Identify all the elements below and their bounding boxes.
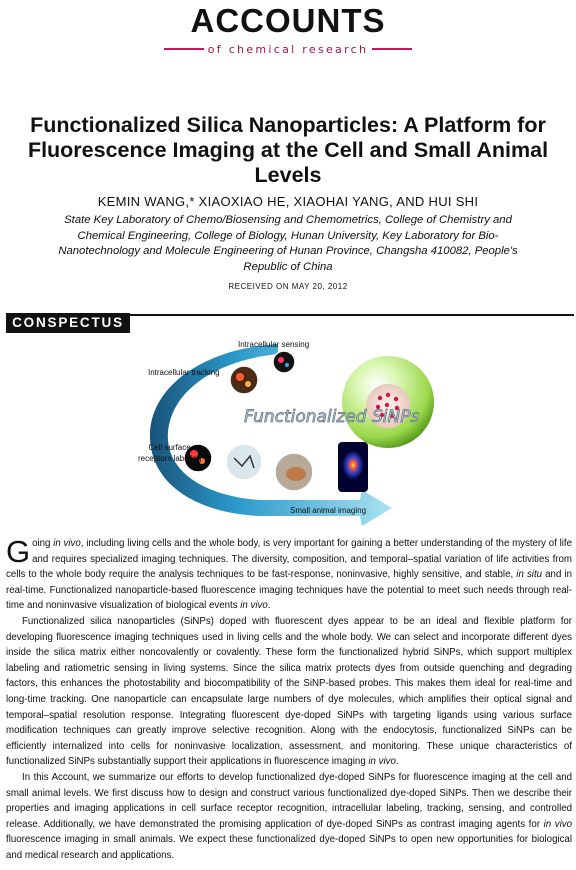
cell-labeling-thumb-2 <box>226 444 262 480</box>
article-title: Functionalized Silica Nanoparticles: A Platform for Fluorescence Imaging at the Cell and Small Animal Levels <box>27 113 549 187</box>
paragraph-1: Going in vivo, including living cells and the whole body, is very important for gaining a better understanding of the mystery of life and requires specialized imaging techniques. The diversity, composition, and temporal–spatial variation of life activities from cells to the whole body require the analysis techniques to be fast-response, noninvasive, highly sensitive, and stable, in situ and in real-time. Functionalized nanoparticle-based fluorescence imaging techniques have the potential to meet such needs through real-time and noninvasive visualization of biological events in vivo. <box>6 534 572 612</box>
journal-subtitle-row <box>150 40 426 56</box>
label-small-animal-imaging: Small animal imaging <box>290 506 367 515</box>
label-cell-surface-line1: Cell surface <box>148 443 191 452</box>
received-date: RECEIVED ON MAY 20, 2012 <box>228 282 348 291</box>
intracellular-tracking-thumb <box>230 366 258 394</box>
conspectus-body <box>6 536 572 863</box>
label-intracellular-tracking: Intracellular tracking <box>148 368 220 377</box>
journal-logo <box>150 4 426 56</box>
label-intracellular-sensing: Intracellular sensing <box>238 340 310 349</box>
journal-subtitle: of chemical research <box>204 43 373 56</box>
section-label: CONSPECTUS <box>6 313 130 333</box>
label-cell-surface-line2: receptors labeling <box>138 454 202 463</box>
drop-cap: G <box>6 534 31 569</box>
article-affiliation: State Key Laboratory of Chemo/Biosensing and Chemometrics, College of Chemistry and Chemical Engineering, College of Biology, Hunan University, Key Laboratory for Bio-Nanotechnology and Molecule Engineering of Hunan Province, Changsha 410082, People's Republic of China <box>58 214 518 273</box>
journal-name: ACCOUNTS <box>190 2 386 39</box>
figure-center-text: Functionalized SiNPs <box>244 407 420 427</box>
article-authors: KEMIN WANG,* XIAOXIAO HE, XIAOHAI YANG, AND HUI SHI <box>97 194 479 209</box>
paragraph-2: Functionalized silica nanoparticles (SiNPs) doped with fluorescent dyes appear to be an ideal and flexible platform for developing fluorescence imaging techniques used in living cells and the whole body. We can select and incorporate different dyes inside the silica matrix either noncovalently or covalently. These form the functionalized hybrid SiNPs, which support multiplex labeling and ratiometric sensing in living systems. Since the silica matrix protects dyes from outside quenching and degrading factors, this enhances the photostability and biocompatibility of the SiNP-based probes. This makes them ideal for real-time and long-time tracking. One nanoparticle can encapsulate large numbers of dye molecules, which amplifies their optical signal and temporal–spatial resolution response. Integrating fluorescent dye-doped SiNPs with targeting ligands using various surface modification techniques can greatly improve selective recognition. Along with the endocytosis, functionalized SiNPs can be efficiently internalized into cells for noninvasive localization, assessment, and monitoring. These unique characteristics of functionalized SiNPs substantially support their applications in fluorescence imaging in vivo. <box>6 615 572 768</box>
intracellular-sensing-thumb <box>273 351 295 373</box>
paragraph-3: In this Account, we summarize our efforts to develop functionalized dye-doped SiNPs for fluorescence imaging at the cell and small animal levels. We first discuss how to design and construct various functionalized dye-doped SiNPs. Then we describe their properties and imaging applications in cell surface receptor recognition, intracellular labeling, tracking, sensing, and controlled release. Additionally, we have demonstrated the promising application of dye-doped SiNPs as contrast imaging agents for in vivo fluorescence imaging in small animals. We expect these functionalized dye-doped SiNPs to open new opportunities for biological and medical research and applications. <box>6 771 572 861</box>
label-cell-surface <box>138 442 201 464</box>
conspectus-figure <box>110 340 474 526</box>
